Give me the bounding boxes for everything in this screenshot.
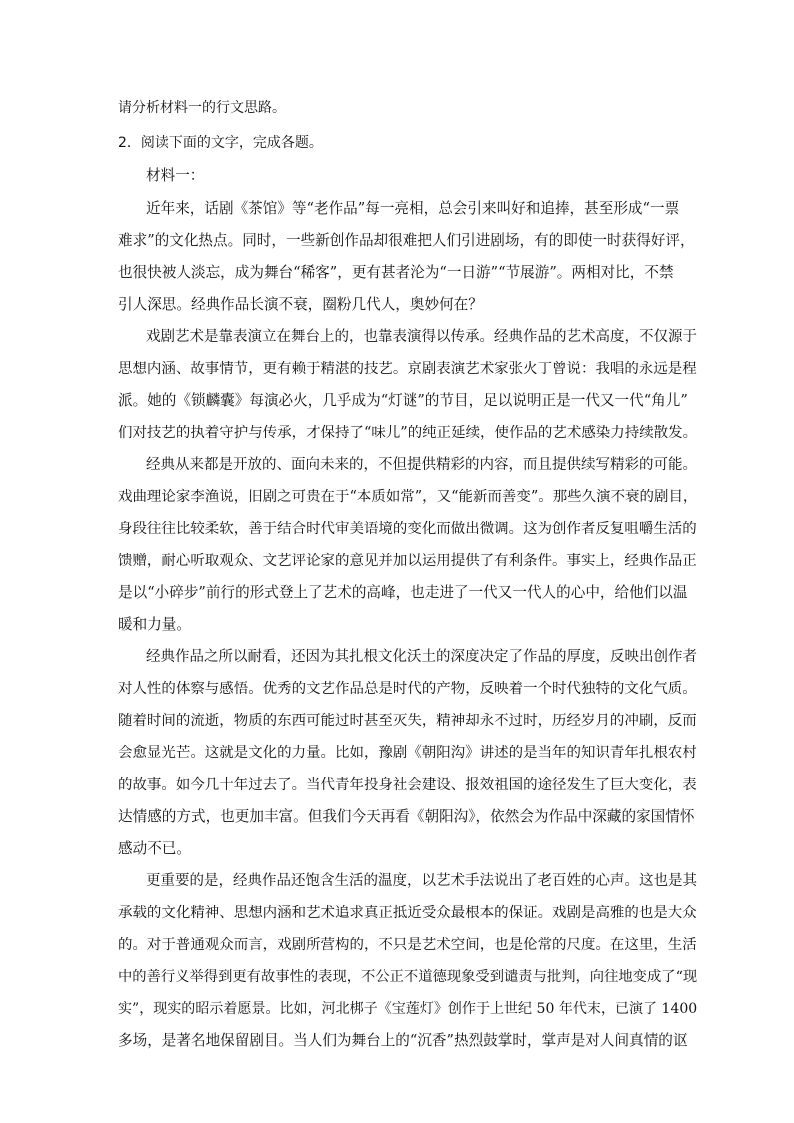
paragraph-4-line: 随着时间的流逝，物质的东西可能过时甚至灭失，精神却永不过时，历经岁月的冲刷，反而: [118, 713, 697, 729]
paragraph-4-line: 的故事。如今几十年过去了。当代青年投身社会建设、报效祖国的途径发生了巨大变化，表: [118, 777, 697, 793]
paragraph-4-line: 经典作品之所以耐看，还因为其扎根文化沃土的深度决定了作品的厚度，反映出创作者: [146, 649, 697, 665]
paragraph-5-line: 承载的文化精神、思想内涵和艺术追求真正抵近受众最根本的保证。戏剧是高雅的也是大众: [118, 905, 697, 921]
paragraph-1-line: 引人深思。经典作品长演不衰，圈粉几代人，奥妙何在？: [118, 296, 483, 313]
paragraph-3-line: 是以“小碎步”前行的形式登上了艺术的高峰，也走进了一代又一代人的心中，给他们以温: [118, 584, 688, 601]
paragraph-4-line: 会愈显光芒。这就是文化的力量。比如，豫剧《朝阳沟》讲述的是当年的知识青年扎根农村: [118, 745, 697, 761]
paragraph-2-line: 戏剧艺术是靠表演立在舞台上的，也靠表演得以传承。经典作品的艺术高度，不仅源于: [146, 329, 697, 345]
material-label: 材料一：: [146, 167, 205, 184]
paragraph-5-line: 多场，是著名地保留剧目。当人们为舞台上的“沉香”热烈鼓掌时，掌声是对人间真情的讴: [118, 1032, 688, 1049]
paragraph-4-line: 对人性的体察与感悟。优秀的文艺作品总是时代的产物，反映着一个时代独特的文化气质。: [118, 681, 697, 697]
paragraph-3-line: 馈赠，耐心听取观众、文艺评论家的意见并加以运用提供了有利条件。事实上，经典作品正: [118, 553, 697, 569]
paragraph-4-line: 感动不已。: [118, 840, 191, 857]
paragraph-1-line: 难求”的文化热点。同时，一些新创作品却很难把人们引进剧场，有的即使一时获得好评，: [118, 232, 695, 249]
paragraph-1-line: 也很快被人淡忘，成为舞台“稀客”，更有甚者沦为“一日游”“节展游”。两相对比，不禁: [118, 264, 674, 281]
question-prompt: 请分析材料一的行文思路。: [118, 100, 286, 116]
paragraph-5-line: 的。对于普通观众而言，戏剧所营构的，不只是艺术空间，也是伦常的尺度。在这里，生活: [118, 937, 697, 953]
paragraph-1-line: 近年来，话剧《茶馆》等“老作品”每一亮相，总会引来叫好和追捧，甚至形成“一票: [146, 200, 680, 217]
paragraph-5-line: 实”，现实的昭示着愿景。比如，河北梆子《宝莲灯》创作于上世纪 50 年代末，已演了 1400: [118, 1001, 698, 1017]
paragraph-3-line: 身段往往比较柔软，善于结合时代审美语境的变化而做出微调。这为创作者反复咀嚼生活的: [118, 521, 697, 537]
paragraph-5-line: 中的善行义举得到更有故事性的表现，不公正不道德现象受到谴责与批判，向往地变成了“现: [118, 969, 698, 985]
paragraph-2-line: 思想内涵、故事情节，更有赖于精湛的技艺。京剧表演艺术家张火丁曾说：我唱的永远是程: [118, 361, 697, 377]
paragraph-3-line: 经典从来都是开放的、面向未来的，不但提供精彩的内容，而且提供续写精彩的可能。: [146, 457, 697, 473]
paragraph-2-line: 派。她的《锁麟囊》每演必火，几乎成为“灯谜”的节目，足以说明正是一代又一代“角儿”: [118, 392, 688, 409]
paragraph-2-line: 们对技艺的执着守护与传承，才保持了“味儿”的纯正延续，使作品的艺术感染力持续散发。: [118, 425, 698, 441]
paragraph-5-line: 更重要的是，经典作品还饱含生活的温度，以艺术手法说出了老百姓的心声。这也是其: [146, 873, 697, 889]
section-heading: 2．阅读下面的文字，完成各题。: [118, 135, 323, 151]
paragraph-3-line: 暖和力量。: [118, 616, 191, 633]
paragraph-4-line: 达情感的方式，也更加丰富。但我们今天再看《朝阳沟》，依然会为作品中深藏的家国情怀: [118, 808, 695, 825]
paragraph-3-line: 戏曲理论家李渔说，旧剧之可贵在于“本质如常”，又“能新而善变”。那些久演不衰的剧目，: [118, 489, 698, 505]
